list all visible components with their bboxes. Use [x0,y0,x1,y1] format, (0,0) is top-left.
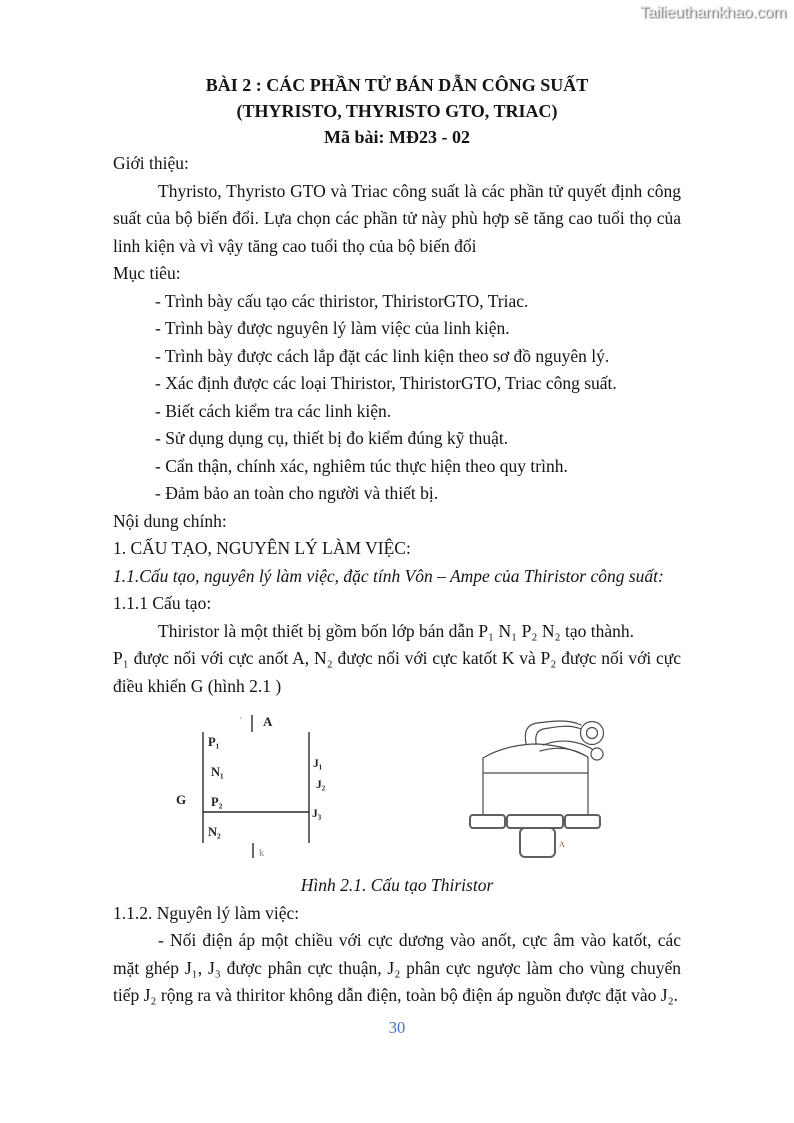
junction-j1-label: J₁ [313,758,323,770]
objective-item: - Trình bày được nguyên lý làm việc của linh kiện. [155,318,510,338]
structure-paragraph-2: P₁ được nối với cực anốt A, N₂ được nối với cực katốt K và P₂ được nối với cực điều khiển G (hình 2.1 ) [113,648,681,696]
stud-anode-label: A [559,840,565,849]
top-leads [525,721,603,760]
flange-middle-segment [507,815,563,828]
main-content-heading: Nội dung chính: [113,510,227,531]
intro-heading: Giới thiệu: [113,153,189,173]
lesson-code: Mã bài: MĐ23 - 02 [324,127,470,147]
objective-item: - Biết cách kiểm tra các linh kiện. [155,400,392,421]
junction-j3-label: J₃ [312,808,322,820]
package-body [483,744,588,816]
intro-paragraph: Thyristo, Thyristo GTO và Triac công suất là các phần tử quyết định công suất của bộ biến đổi. Lựa chọn các phần tử này phù hợp sẽ tăng cao tuổi thọ của linh kiện và vì vậy tăng cao tuổi thọ của bộ biến đổi [113,180,681,256]
threaded-stud [520,828,555,857]
structure-labels [176,714,326,859]
lesson-title-line2: (THYRISTO, THYRISTO GTO, TRIAC) [236,101,558,121]
cathode-label: k [259,848,264,859]
junction-j2-label: J₂ [316,779,326,791]
layer-p1-label: P₁ [208,735,220,749]
section-1-1-2-heading: 1.1.2. Nguyên lý làm việc: [113,902,300,923]
section-1-1-heading: 1.1.Cấu tạo, nguyên lý làm việc, đặc tính Vôn – Ampe của Thiristor công suất: [113,565,664,586]
gate-lead-tube-outer [525,721,581,744]
figure-caption: Hình 2.1. Cấu tạo Thiristor [300,875,494,895]
gate-label: G [176,792,187,807]
principle-paragraph: - Nối điện áp một chiều với cực dương vào anốt, cực âm vào katốt, các mặt ghép J₁, J₃ được phân cực thuận, J₂ phân cực ngược làm cho vùng chuyển tiếp J₂ rộng ra và thiritor không dẫn điện, toàn bộ điện áp nguồn được đặt vào J₂. [113,930,681,1005]
anode-label: A [263,714,273,729]
flange-left-segment [470,815,505,828]
cathode-lead-lower [540,748,586,756]
objective-item: - Đảm bảo an toàn cho người và thiết bị. [155,483,439,503]
section-1-1-1-heading: 1.1.1 Cấu tạo: [113,593,212,613]
objective-item: - Xác định được các loại Thiristor, ThiristorGTO, Triac công suất. [155,373,617,393]
objectives-heading: Mục tiêu: [113,263,181,283]
objective-item: - Trình bày cấu tạo các thiristor, ThiristorGTO, Triac. [155,290,529,311]
page-number: 30 [388,1018,406,1037]
ring-terminal-inner [587,728,598,739]
layer-p2-label: P₂ [211,795,223,809]
lesson-title-line1: BÀI 2 : CÁC PHẦN TỬ BÁN DẪN CÔNG SUẤT [205,75,589,95]
objective-item: - Cẩn thận, chính xác, nghiêm túc thực hiện theo quy trình. [155,455,568,476]
dome-outline [483,744,588,758]
gate-lead-tube-inner [536,726,581,743]
thyristor-structure-diagram [160,700,355,862]
flange-and-stud [470,815,600,857]
objectives-list [113,288,681,508]
layer-n1-label: N₁ [211,765,224,779]
ring-terminal-outer [581,722,604,745]
objective-item: - Sử dụng dụng cụ, thiết bị đo kiểm đúng kỹ thuật. [155,428,509,448]
site-watermark: Tailieuthamkhao.com [639,4,786,21]
figure-2-1 [113,700,681,872]
small-ring-terminal [591,748,603,760]
section-1-heading: 1. CẤU TẠO, NGUYÊN LÝ LÀM VIỆC: [113,538,411,558]
flange-right-segment [565,815,600,828]
tick-mark: ' [240,716,242,727]
objective-item: - Trình bày được cách lắp đặt các linh kiện theo sơ đồ nguyên lý. [155,345,610,366]
structure-paragraph-1: Thiristor là một thiết bị gồm bốn lớp bán dẫn P₁ N₁ P₂ N₂ tạo thành. [158,620,634,641]
thyristor-package-drawing [463,700,703,865]
page-content [113,72,681,1010]
layer-n2-label: N₂ [208,825,221,839]
